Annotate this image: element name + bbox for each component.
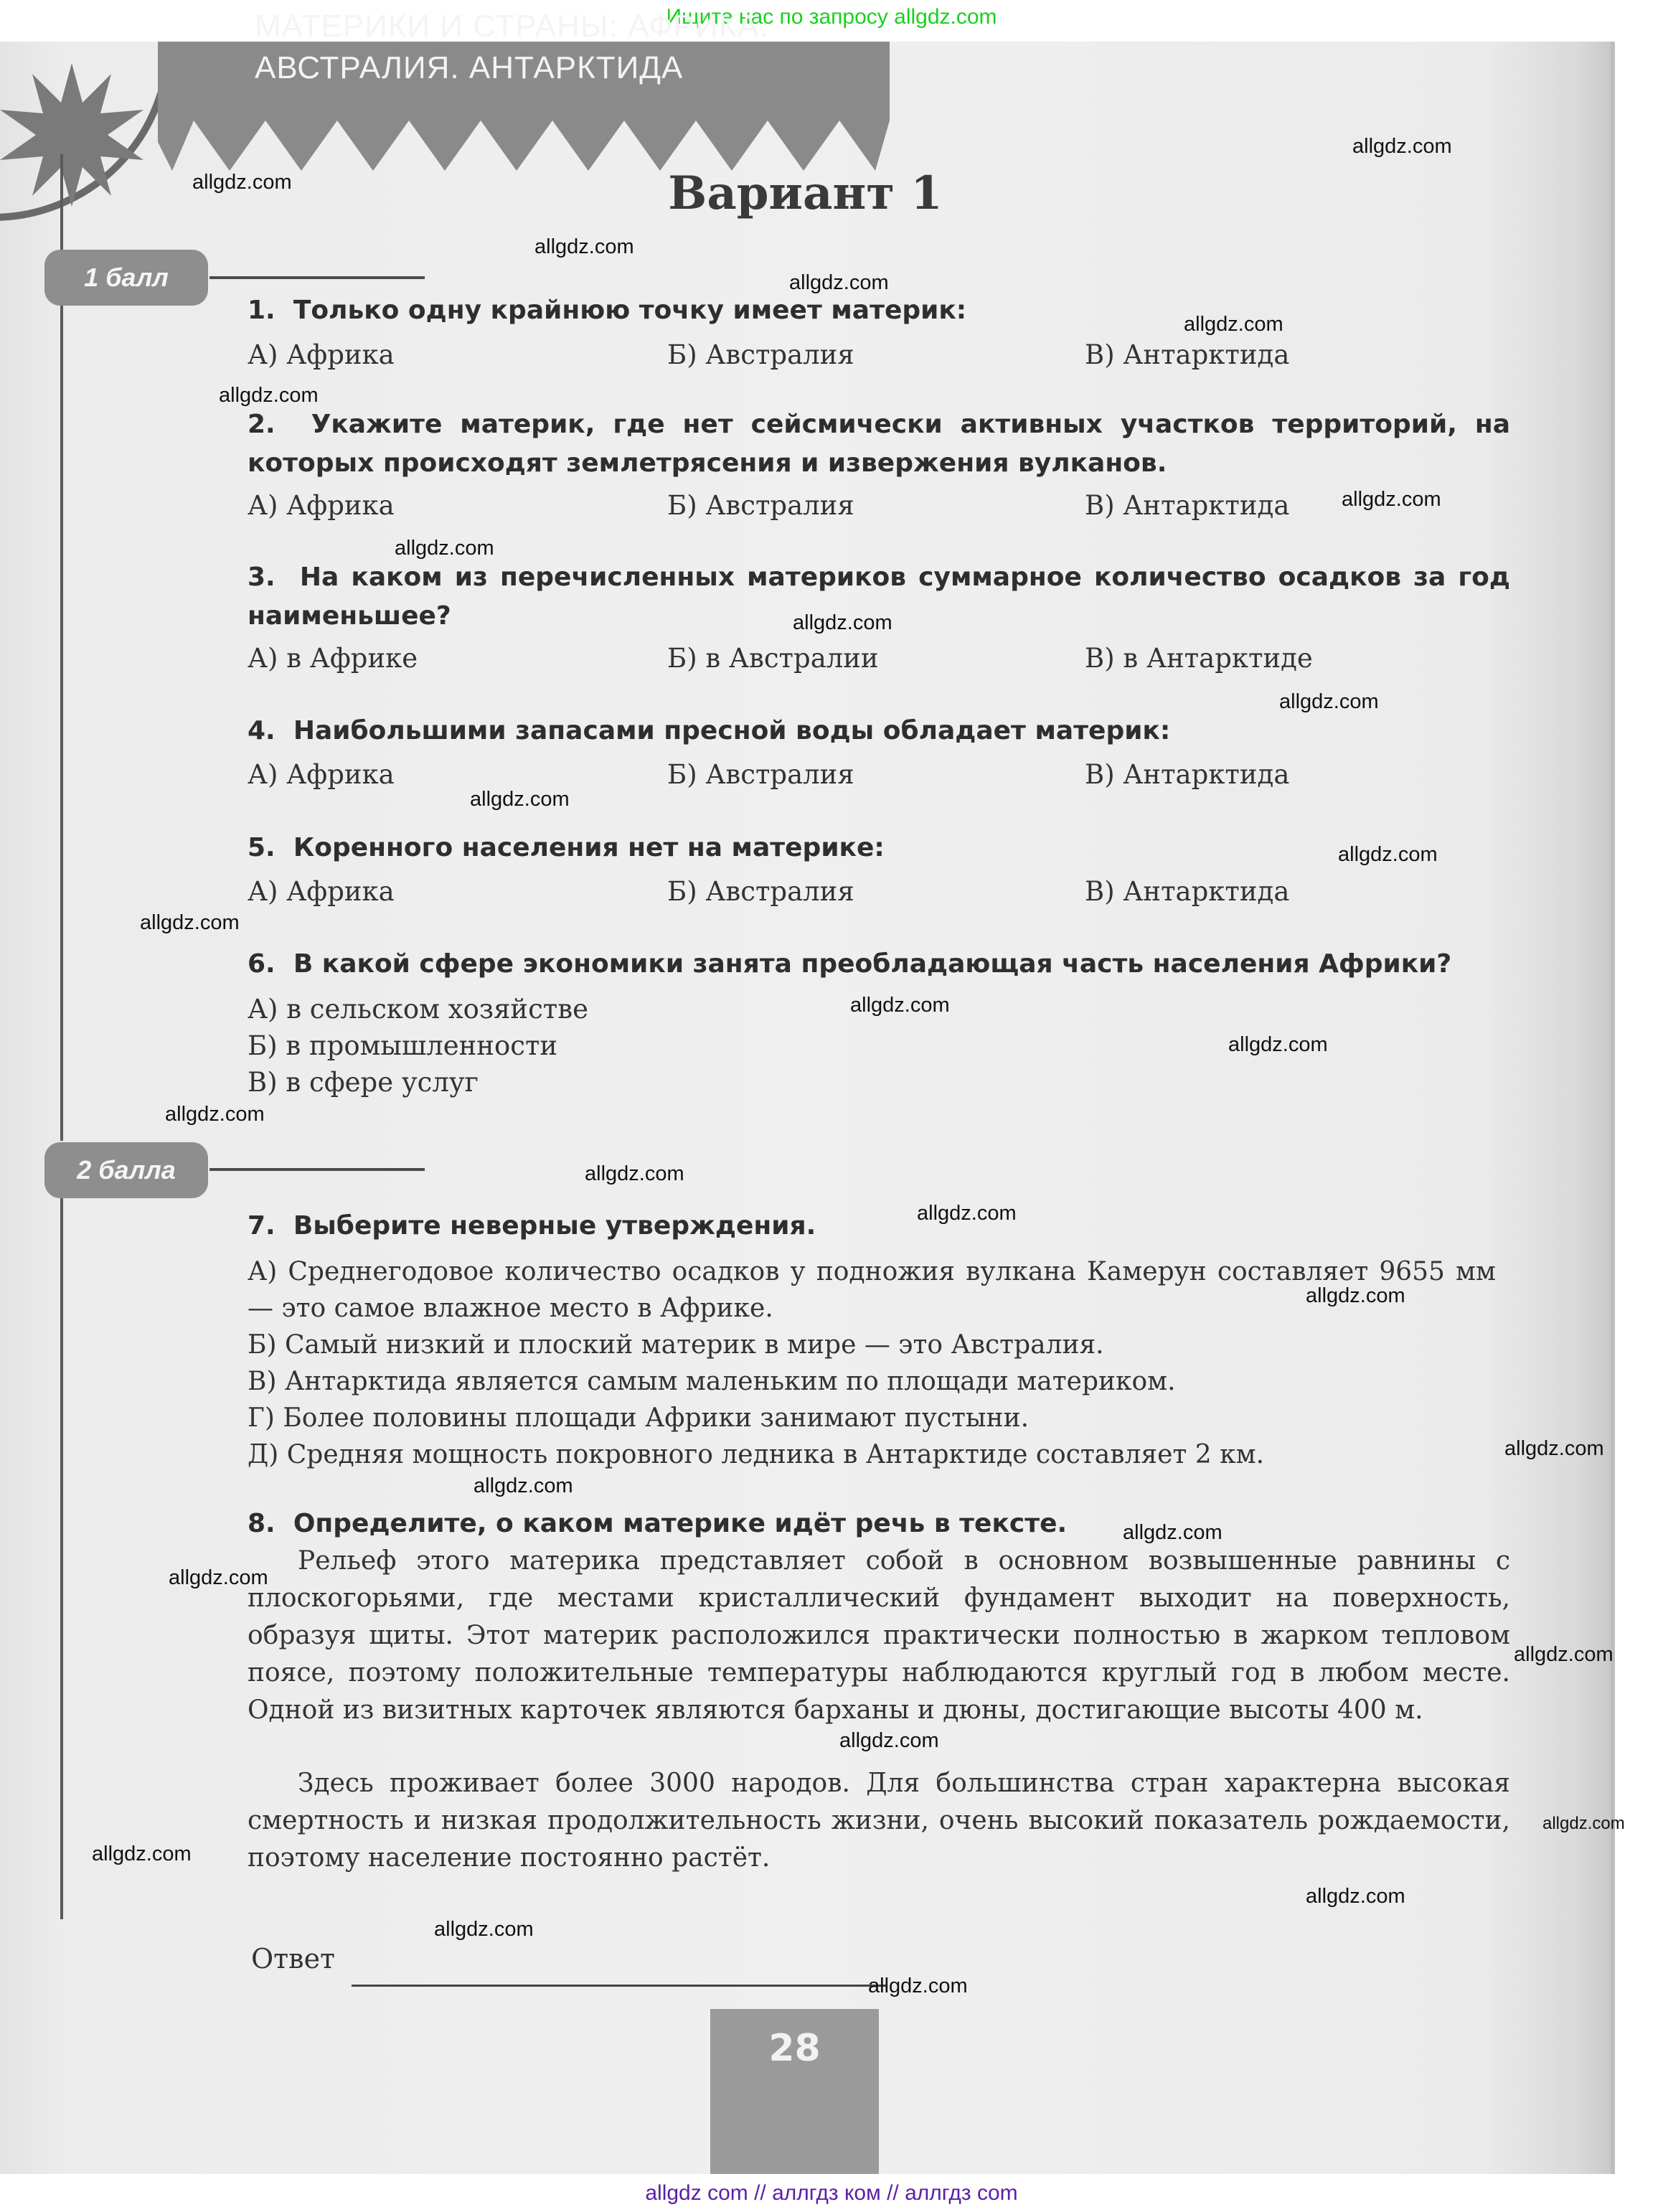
question-number: 8. — [248, 1509, 275, 1538]
q8-paragraph-1: Рельеф этого материка представляет собой в основном возвышенные равнины с плоскогорьями, где местами кристаллический фундамент выходит на поверхность, образуя щиты. Этот материк расположился практически полностью в жарком тепловом поясе, поэтому положительные температуры наблюдаются круглый год в любом месте. Одной из визитных карточек являются барханы и дюны, достигающие высоты 400 м. — [248, 1546, 1510, 1725]
q2-option-b[interactable]: Б) Австралия — [667, 490, 854, 521]
question-2 — [248, 405, 1510, 483]
watermark: allgdz.com — [1279, 690, 1379, 713]
variant-title: Вариант 1 — [668, 166, 943, 220]
q7-statement-b[interactable]: Б) Самый низкий и плоский материк в мире — это Австралия. — [248, 1330, 1104, 1360]
watermark: allgdz.com — [434, 1918, 534, 1941]
points-badge-1: 1 балл — [44, 250, 208, 306]
watermark: allgdz.com — [789, 271, 889, 294]
badge-rule-1 — [209, 276, 425, 279]
q1-option-c[interactable]: В) Антарктида — [1085, 339, 1290, 370]
watermark: allgdz.com — [868, 1975, 968, 1997]
question-text: Коренного населения нет на материке: — [293, 833, 885, 862]
watermark: allgdz.com — [474, 1474, 573, 1497]
q7-statement-c[interactable]: В) Антарктида является самым маленьким по площади материком. — [248, 1367, 1176, 1396]
q6-option-b[interactable]: Б) в промышленности — [248, 1030, 558, 1061]
q1-option-a[interactable]: А) Африка — [248, 339, 395, 370]
q4-option-c[interactable]: В) Антарктида — [1085, 759, 1290, 790]
question-text: Выберите неверные утверждения. — [293, 1211, 816, 1241]
watermark: allgdz.com — [165, 1103, 265, 1126]
question-8 — [248, 1505, 1510, 1543]
question-number: 7. — [248, 1211, 275, 1241]
q5-option-a[interactable]: А) Африка — [248, 876, 395, 907]
watermark: allgdz.com — [1184, 313, 1283, 336]
q5-option-c[interactable]: В) Антарктида — [1085, 876, 1290, 907]
question-7 — [248, 1207, 1510, 1246]
watermark: allgdz.com — [169, 1566, 268, 1589]
question-text: Укажите материк, где нет сейсмически активных участков территорий, на которых происходят землетрясения и извержения вулканов. — [248, 410, 1510, 478]
watermark: allgdz.com — [917, 1202, 1017, 1225]
watermark: allgdz.com — [850, 994, 950, 1017]
watermark: allgdz.com — [839, 1729, 939, 1752]
question-4 — [248, 712, 1510, 750]
answer-label: Ответ — [251, 1943, 336, 1975]
question-text: Определите, о каком материке идёт речь в тексте. — [293, 1509, 1068, 1538]
watermark: allgdz.com — [1228, 1033, 1328, 1056]
question-text: В какой сфере экономики занята преобладающая часть населения Африки? — [293, 949, 1452, 979]
bottom-banner[interactable]: allgdz com // аллгдз ком // аллгдз com — [0, 2174, 1663, 2212]
answer-input-line[interactable] — [352, 1985, 886, 1987]
q6-option-c[interactable]: В) в сфере услуг — [248, 1067, 479, 1098]
watermark: allgdz.com — [1352, 135, 1452, 158]
watermark: allgdz.com — [192, 171, 292, 194]
watermark: allgdz.com — [1504, 1437, 1604, 1460]
question-6 — [248, 945, 1510, 984]
top-banner[interactable]: Ищите нас по запросу allgdz.com — [666, 5, 997, 29]
points-badge-2: 2 балла — [44, 1142, 208, 1198]
question-text: Только одну крайнюю точку имеет материк: — [293, 296, 967, 325]
watermark: allgdz.com — [470, 788, 570, 811]
watermark: allgdz.com — [395, 537, 494, 560]
q6-option-a[interactable]: А) в сельском хозяйстве — [248, 994, 588, 1025]
watermark: allgdz.com — [534, 235, 634, 258]
q3-option-c[interactable]: В) в Антарктиде — [1085, 643, 1313, 674]
watermark: allgdz.com — [1306, 1885, 1405, 1908]
page-number: 28 — [768, 2027, 821, 2070]
q7-statement-d[interactable]: Г) Более половины площади Африки занимают пустыни. — [248, 1403, 1030, 1433]
watermark: allgdz.com — [793, 611, 892, 634]
q4-option-a[interactable]: А) Африка — [248, 759, 395, 790]
watermark: allgdz.com — [1542, 1814, 1625, 1833]
left-margin-rule-2 — [60, 1195, 63, 1919]
q2-option-c[interactable]: В) Антарктида — [1085, 490, 1290, 521]
question-number: 2. — [248, 410, 275, 439]
question-number: 6. — [248, 949, 275, 979]
question-1 — [248, 291, 1510, 330]
q8-paragraph-2: Здесь проживает более 3000 народов. Для большинства стран характерна высокая смертность и низкая продолжительность жизни, очень высокий показатель рождаемости, поэтому население постоянно растёт. — [248, 1769, 1510, 1873]
left-margin-rule — [60, 273, 63, 1141]
watermark: allgdz.com — [1342, 488, 1441, 511]
q3-option-a[interactable]: А) в Африке — [248, 643, 418, 674]
watermark: allgdz.com — [140, 911, 240, 934]
watermark: allgdz.com — [1338, 843, 1438, 866]
q2-option-a[interactable]: А) Африка — [248, 490, 395, 521]
watermark: allgdz.com — [585, 1162, 684, 1185]
q3-option-b[interactable]: Б) в Австралии — [667, 643, 879, 674]
question-text: На каком из перечисленных материков суммарное количество осадков за год наименьшее? — [248, 563, 1510, 631]
chapter-title-line1: МАТЕРИКИ И СТРАНЫ: АФРИКА. — [255, 9, 769, 44]
badge-rule-2 — [209, 1168, 425, 1171]
page-edge — [1611, 42, 1615, 2174]
chapter-title-line2: АВСТРАЛИЯ. АНТАРКТИДА — [255, 50, 684, 85]
q7-statement-e[interactable]: Д) Средняя мощность покровного ледника в Антарктиде составляет 2 км. — [248, 1440, 1265, 1469]
question-5 — [248, 829, 1510, 867]
q5-option-b[interactable]: Б) Австралия — [667, 876, 854, 907]
q4-option-b[interactable]: Б) Австралия — [667, 759, 854, 790]
question-number: 1. — [248, 296, 275, 325]
question-text: Наибольшими запасами пресной воды обладает материк: — [293, 716, 1171, 745]
q1-option-b[interactable]: Б) Австралия — [667, 339, 854, 370]
question-number: 5. — [248, 833, 275, 862]
watermark: allgdz.com — [219, 384, 319, 407]
question-number: 3. — [248, 563, 275, 592]
question-number: 4. — [248, 716, 275, 745]
watermark: allgdz.com — [1306, 1284, 1405, 1307]
watermark: allgdz.com — [92, 1842, 192, 1865]
watermark: allgdz.com — [1514, 1643, 1613, 1666]
q7-statement-a[interactable]: А) Среднегодовое количество осадков у подножия вулкана Камерун составляет 9655 мм — это самое влажное место в Африке. — [248, 1257, 1496, 1323]
watermark: allgdz.com — [1123, 1521, 1222, 1544]
